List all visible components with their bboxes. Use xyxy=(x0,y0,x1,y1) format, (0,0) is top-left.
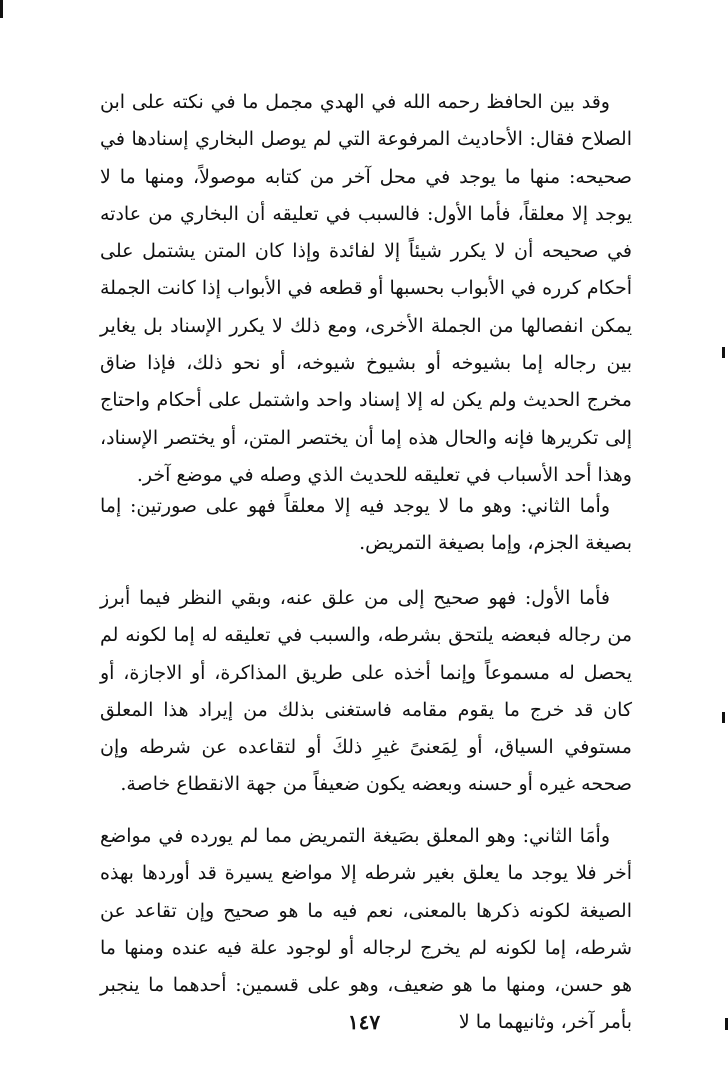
paragraph-text: وأمَا الثاني: وهو المعلق بصَيغة التمريض مما لم يورده في مواضع أخر فلا يوجد ما يعلق بغير شرطه إلا مواضع يسيرة قد أوردها بهذه الصيغة لكونه ذكرها بالمعنى، نعم فيه ما هو صحيح وإن تقاعد عن شرطه، إما لكونه لم يخرج لرجاله أو لوجود علة فيه عنده ومنها ما هو حسن، ومنها ما هو ضعيف، وهو على قسمين: أحدهما ما ينجبر بأمر آخر، وثانيهما ما لا xyxy=(100,825,632,1034)
paragraph-4 xyxy=(100,818,632,1042)
paragraph-text: وأما الثاني: وهو ما لا يوجد فيه إلا معلقاً فهو على صورتين: إما بصيغة الجزم، وإما بصيغة التمريض. xyxy=(100,495,632,555)
page-number: ١٤٧ xyxy=(347,1010,381,1034)
scan-edge-mark xyxy=(722,712,725,723)
scan-edge-mark xyxy=(722,347,725,358)
paragraph-2 xyxy=(100,488,632,563)
paragraph-3 xyxy=(100,580,632,804)
scan-edge-mark xyxy=(0,0,3,18)
paragraph-1 xyxy=(100,84,632,494)
paragraph-text: فأما الأول: فهو صحيح إلى من علق عنه، وبقي النظر فيما أبرز من رجاله فبعضه يلتحق بشرطه، والسبب في تعليقه له إما لكونه لم يحصل له مسموعاً وإنما أخذه على طريق المذاكرة، أو الاجازة، أو كان قد خرج ما يقوم مقامه فاستغنى بذلك من إيراد هذا المعلق مستوفي السياق، أو لِمَعنىً غيرِ ذلكَ أو لتقاعده عن شرطه وإن صححه غيره أو حسنه وبعضه يكون ضعيفاً من جهة الانقطاع خاصة. xyxy=(100,587,632,796)
paragraph-text: وقد بين الحافظ رحمه الله في الهدي مجمل ما في نكته على ابن الصلاح فقال: الأحاديث المرفوعة التي لم يوصل البخاري إسنادها في صحيحه: منها ما يوجد في محل آخر من كتابه موصولاً، ومنها ما لا يوجد إلا معلقاً، فأما الأول: فالسبب في تعليقه أن البخاري من عادته في صحيحه أن لا يكرر شيئاً إلا لفائدة وإذا كان المتن يشتمل على أحكام كرره في الأبواب بحسبها أو قطعه في الأبواب إذا كانت الجملة يمكن انفصالها من الجملة الأخرى، ومع ذلك لا يكرر الإسناد بل يغاير بين رجاله إما بشيوخه أو بشيوخ شيوخه، أو نحو ذلك، فإذا ضاق مخرج الحديث ولم يكن له إلا إسناد واحد واشتمل على أحكام واحتاج إلى تكريرها فإنه والحال هذه إما أن يختصر المتن، أو يختصر الإسناد، وهذا أحد الأسباب في تعليقه للحديث الذي وصله في موضع آخر. xyxy=(100,91,632,486)
